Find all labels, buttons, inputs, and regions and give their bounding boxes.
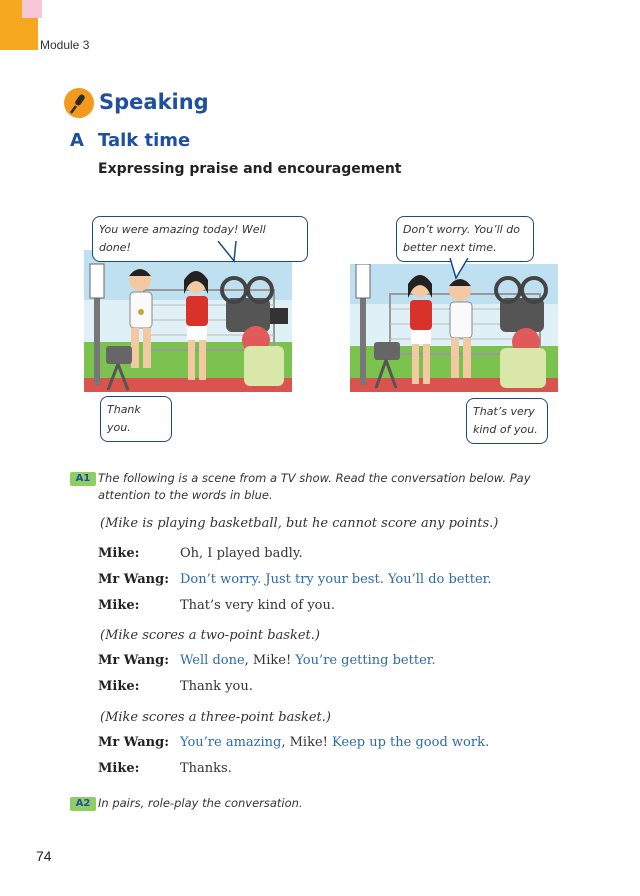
speech-bubble-tail bbox=[446, 258, 476, 282]
page-number: 74 bbox=[36, 848, 52, 864]
section-letter: A bbox=[70, 130, 84, 151]
stage-direction: (Mike scores a three-point basket.) bbox=[100, 710, 331, 725]
microphone-icon bbox=[64, 88, 94, 118]
instruction-line: attention to the words in blue. bbox=[98, 488, 273, 502]
dialogue-line bbox=[180, 653, 436, 668]
subsection-title: Talk time bbox=[98, 130, 191, 151]
plain-phrase: Thanks. bbox=[180, 761, 232, 776]
speaker-name: Mike: bbox=[98, 546, 140, 561]
speaker-name: Mike: bbox=[98, 761, 140, 776]
dialogue-line bbox=[180, 598, 335, 613]
speech-bubble-thanks: Thank you. bbox=[100, 396, 172, 442]
dialogue-line bbox=[180, 761, 232, 776]
bubble-line: That’s very bbox=[473, 405, 535, 418]
illustration-praise bbox=[84, 250, 292, 392]
speech-bubble-tail bbox=[214, 241, 244, 265]
dialogue-line bbox=[180, 679, 253, 694]
plain-phrase: Oh, I played badly. bbox=[180, 546, 303, 561]
plain-phrase: , Mike! bbox=[281, 735, 333, 750]
speaker-name: Mr Wang: bbox=[98, 653, 169, 668]
bubble-line: better next time. bbox=[403, 241, 497, 254]
dialogue-line bbox=[180, 546, 303, 561]
a1-instruction bbox=[98, 470, 531, 504]
module-label: Module 3 bbox=[40, 38, 90, 52]
instruction-line: The following is a scene from a TV show. Read the conversation below. Pay bbox=[98, 471, 531, 485]
dialogue-line bbox=[180, 572, 492, 587]
bubble-line: kind of you. bbox=[473, 423, 538, 436]
section-title: Speaking bbox=[99, 90, 209, 114]
illustration-encourage bbox=[350, 264, 558, 392]
plain-phrase: Thank you. bbox=[180, 679, 253, 694]
stage-direction: (Mike is playing basketball, but he cannot score any points.) bbox=[100, 516, 499, 531]
highlighted-phrase: You’re getting better. bbox=[295, 653, 436, 668]
plain-phrase: That’s very kind of you. bbox=[180, 598, 335, 613]
speech-bubble-kind bbox=[466, 398, 548, 444]
activity-tag-a2: A2 bbox=[70, 797, 96, 811]
activity-tag-a1: A1 bbox=[70, 472, 96, 486]
highlighted-phrase: Keep up the good work. bbox=[332, 735, 490, 750]
bubble-line: Don’t worry. You’ll do bbox=[403, 223, 520, 236]
subsection-subtitle: Expressing praise and encouragement bbox=[98, 161, 402, 177]
a2-instruction: In pairs, role-play the conversation. bbox=[98, 796, 303, 810]
speech-bubble-encourage bbox=[396, 216, 534, 262]
speaker-name: Mike: bbox=[98, 679, 140, 694]
speaker-name: Mike: bbox=[98, 598, 140, 613]
speaker-name: Mr Wang: bbox=[98, 735, 169, 750]
speaker-name: Mr Wang: bbox=[98, 572, 169, 587]
dialogue-line bbox=[180, 735, 489, 750]
corner-decoration-pink bbox=[22, 0, 42, 18]
highlighted-phrase: Well done bbox=[180, 653, 245, 668]
highlighted-phrase: You’re amazing bbox=[180, 735, 282, 750]
speech-bubble-praise: You were amazing today! Well done! bbox=[92, 216, 308, 262]
highlighted-phrase: Don’t worry. Just try your best. You’ll do better. bbox=[180, 572, 492, 587]
plain-phrase: , Mike! bbox=[244, 653, 296, 668]
stage-direction: (Mike scores a two-point basket.) bbox=[100, 628, 320, 643]
